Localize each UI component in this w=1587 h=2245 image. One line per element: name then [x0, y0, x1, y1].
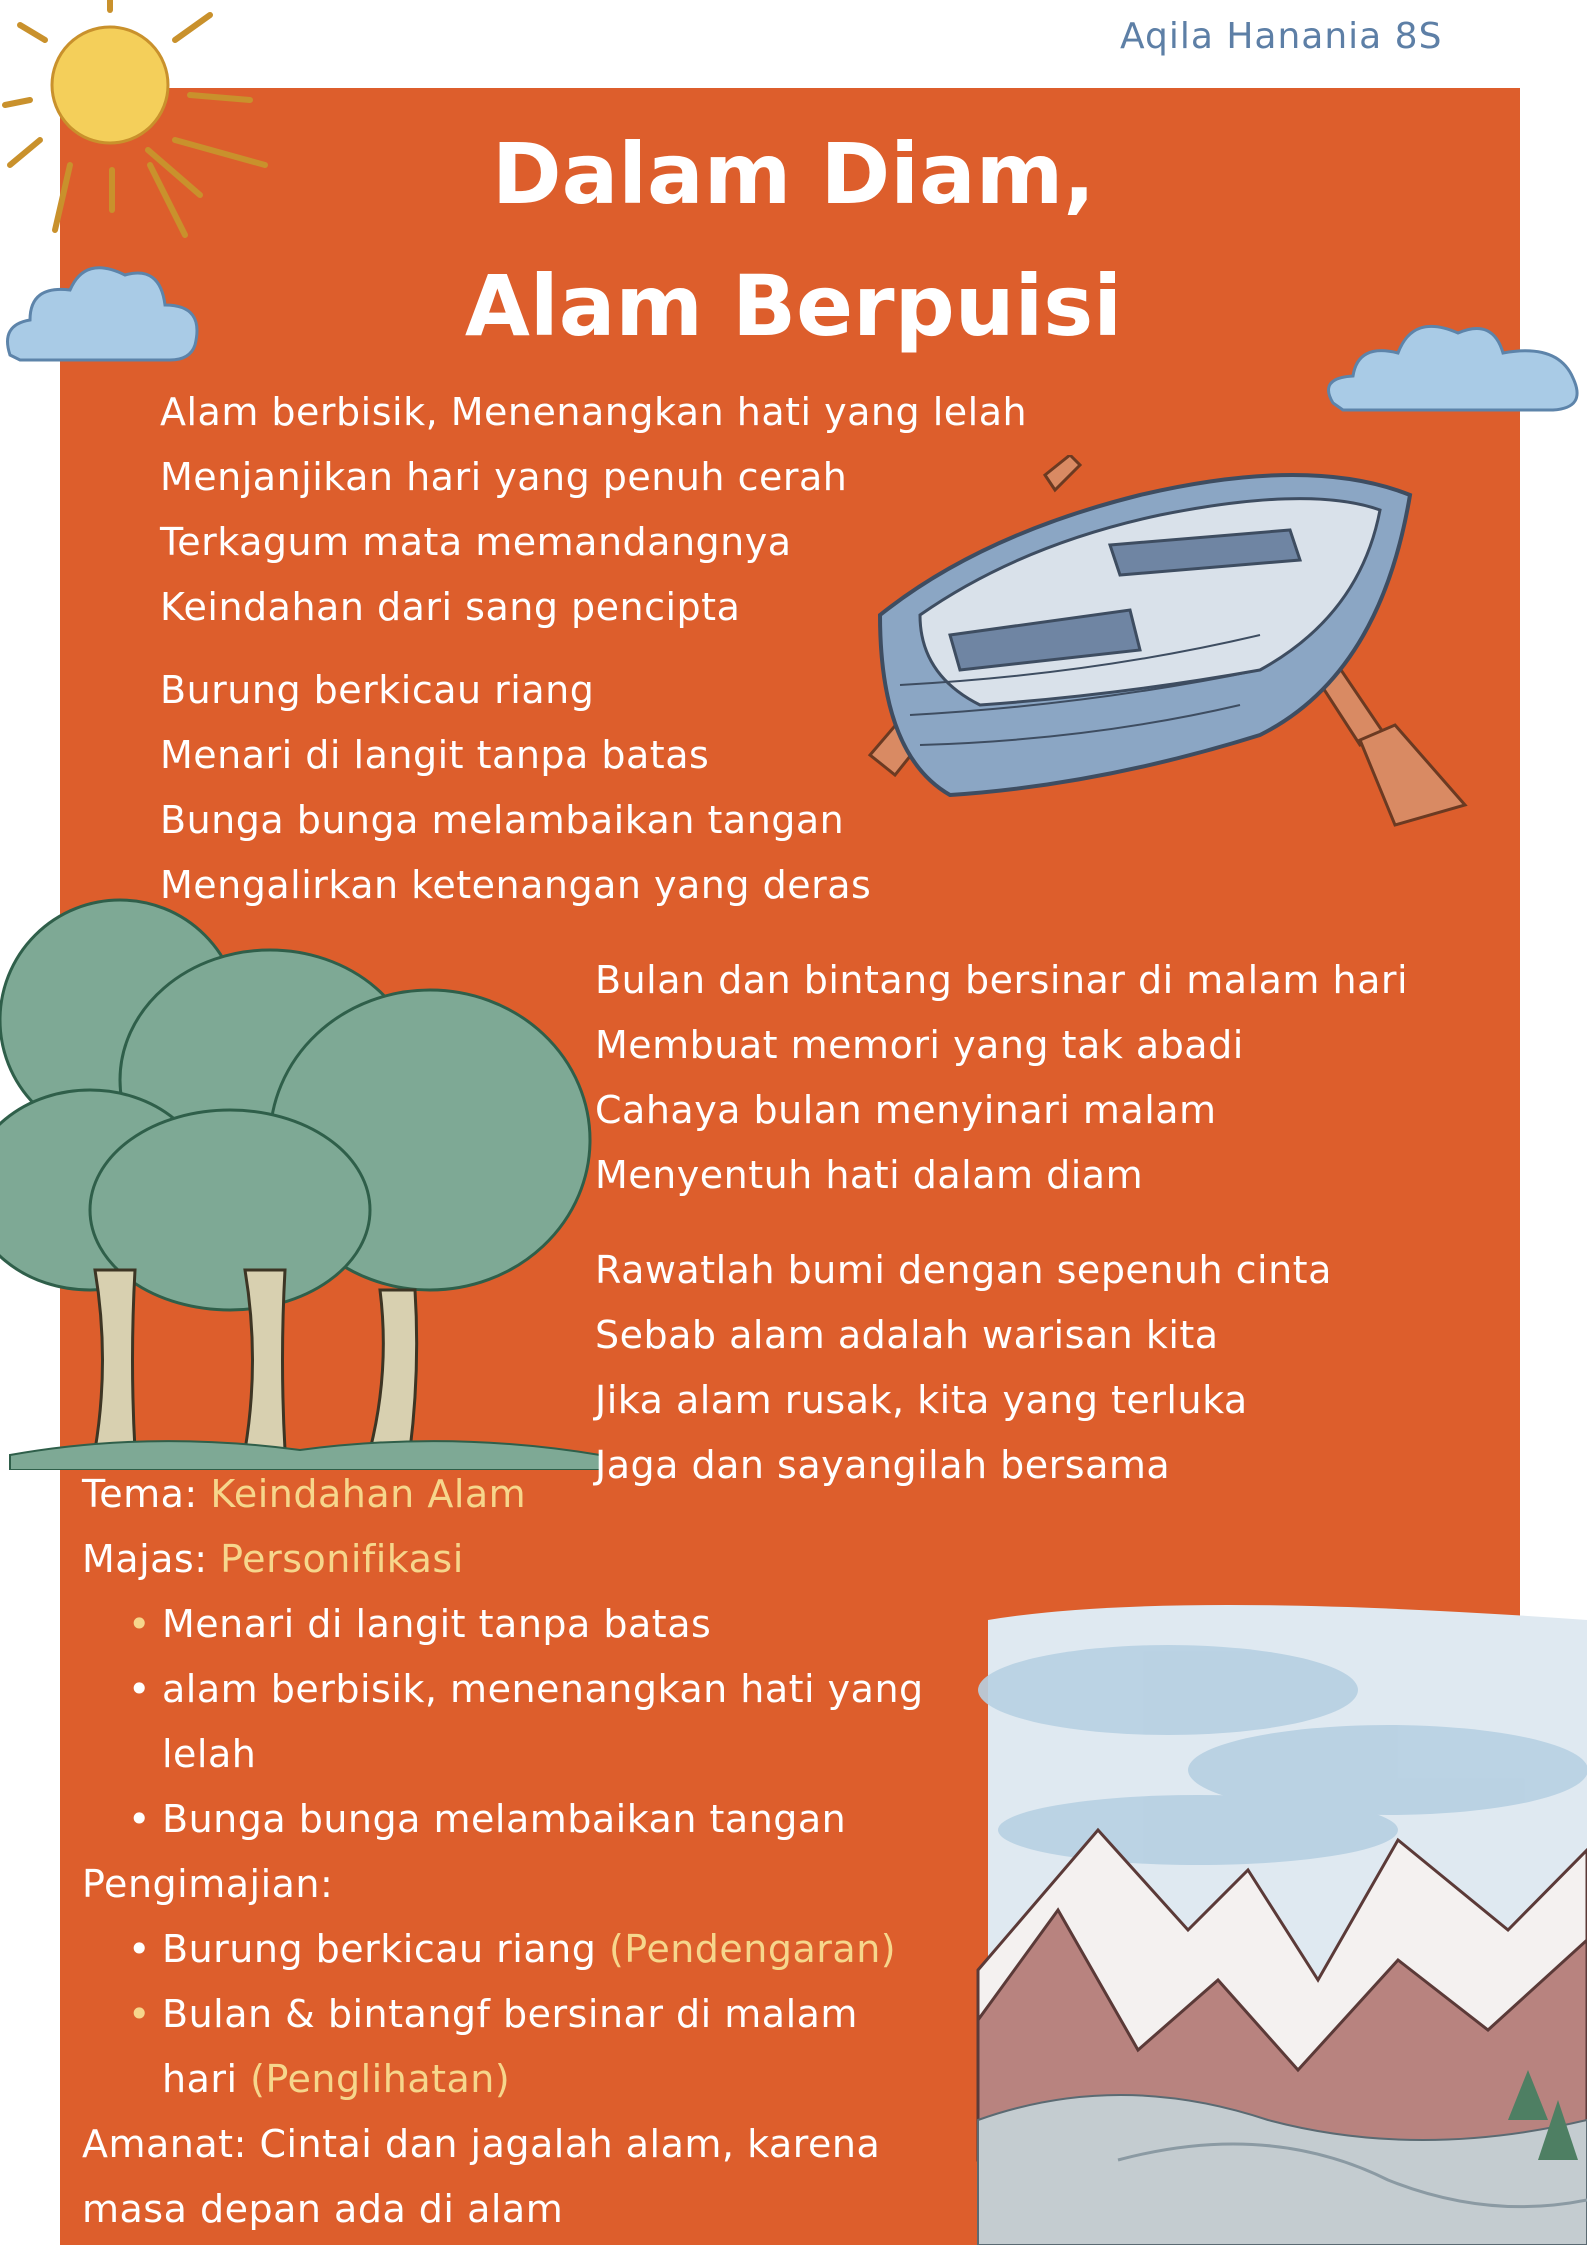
majas-row	[82, 1527, 982, 1592]
poem-title-line-2: Alam Berpuisi	[464, 257, 1123, 355]
pengimajian-label: Pengimajian:	[82, 1862, 334, 1906]
trees-illustration	[0, 890, 600, 1470]
poem-line: Bunga bunga melambaikan tangan	[160, 798, 845, 842]
stanza-1	[160, 380, 1027, 640]
poem-line: Menari di langit tanpa batas	[160, 733, 710, 777]
pengimajian-item: • Bulan & bintangf bersinar di malam	[82, 1982, 982, 2047]
poem-line: Membuat memori yang tak abadi	[595, 1023, 1244, 1067]
poem-line: Keindahan dari sang pencipta	[160, 585, 741, 629]
poem-line: Burung berkicau riang	[160, 668, 595, 712]
majas-item: • Menari di langit tanpa batas	[82, 1592, 982, 1657]
bullet-icon: •	[128, 1667, 151, 1711]
poem-title	[0, 108, 1587, 372]
bullet-icon: •	[128, 1992, 151, 2036]
poem-line: Cahaya bulan menyinari malam	[595, 1088, 1217, 1132]
majas-value: Personifikasi	[220, 1537, 464, 1581]
poem-analysis	[82, 1462, 982, 2242]
majas-label: Majas:	[82, 1537, 208, 1581]
poem-title-line-1: Dalam Diam,	[491, 125, 1096, 223]
pengimajian-item: • Burung berkicau riang (Pendengaran)	[82, 1917, 982, 1982]
tema-row	[82, 1462, 982, 1527]
bullet-icon: •	[128, 1602, 151, 1646]
poem-line: Jaga dan sayangilah bersama	[595, 1443, 1171, 1487]
poem-line: Rawatlah bumi dengan sepenuh cinta	[595, 1248, 1332, 1292]
mountains-illustration	[968, 1600, 1587, 2245]
stanza-3	[595, 948, 1408, 1208]
tema-label: Tema:	[82, 1472, 198, 1516]
stanza-2	[160, 658, 871, 918]
poem-line: Terkagum mata memandangnya	[160, 520, 792, 564]
poem-line: Bulan dan bintang bersinar di malam hari	[595, 958, 1409, 1002]
poem-line: Alam berbisik, Menenangkan hati yang lelah	[160, 390, 1028, 434]
majas-item: • Bunga bunga melambaikan tangan	[82, 1787, 982, 1852]
poem-line: Menjanjikan hari yang penuh cerah	[160, 455, 848, 499]
amanat-line-2: masa depan ada di alam	[82, 2187, 564, 2231]
tema-value: Keindahan Alam	[210, 1472, 527, 1516]
bullet-icon: •	[128, 1797, 151, 1841]
stanza-4	[595, 1238, 1332, 1498]
author-name: Aqila Hanania 8S	[1120, 16, 1443, 57]
majas-item: • alam berbisik, menenangkan hati yang	[82, 1657, 982, 1722]
poem-line: Jika alam rusak, kita yang terluka	[595, 1378, 1248, 1422]
bullet-icon: •	[128, 1927, 151, 1971]
poem-line: Mengalirkan ketenangan yang deras	[160, 863, 872, 907]
amanat-line-1: Amanat: Cintai dan jagalah alam, karena	[82, 2122, 881, 2166]
majas-item-continuation: lelah	[162, 1732, 257, 1776]
poem-line: Menyentuh hati dalam diam	[595, 1153, 1144, 1197]
poem-line: Sebab alam adalah warisan kita	[595, 1313, 1219, 1357]
pengimajian-item-continuation: hari (Penglihatan)	[162, 2057, 511, 2101]
